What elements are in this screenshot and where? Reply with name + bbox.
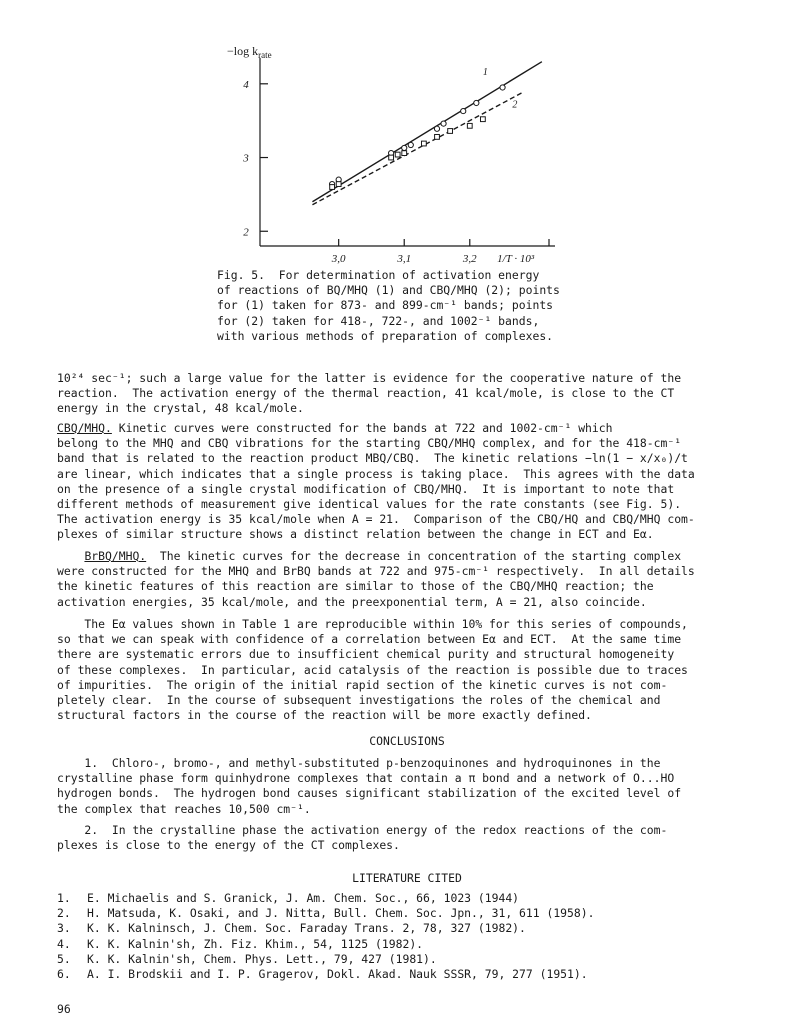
series-2-point (330, 185, 335, 190)
reference-item (57, 921, 757, 936)
cbq-mhq-first-line: Kinetic curves were constructed for the bands at 722 and 1002-cm⁻¹ which (111, 421, 613, 435)
cbq-mhq-label: CBQ/MHQ. (57, 421, 112, 435)
series-2-point (421, 141, 426, 146)
caption-line: for (2) taken for 418-, 722-, and 1002⁻¹ bands, (217, 313, 540, 328)
activation-energy-chart (210, 38, 590, 268)
text-line: so that we can speak with confidence of a correlation between Eα and ECT. At the same time (57, 632, 682, 647)
cbq-mhq-body (57, 436, 757, 542)
literature-heading: LITERATURE CITED (352, 871, 462, 885)
reference-text: E. Michaelis and S. Granick, J. Am. Chem. Soc., 66, 1023 (1944) (87, 891, 520, 905)
caption-line: for (1) taken for 873- and 899-cm⁻¹ bands; points (217, 298, 554, 313)
text-line: 1. Chloro-, bromo-, and methyl-substituted p-benzoquinones and hydroquinones in the (57, 756, 661, 770)
text-line: pletely clear. In the course of subsequent investigations the roles of the chemical and (57, 693, 661, 708)
y-tick-label: 2 (243, 226, 249, 239)
paragraph-first-line (57, 421, 757, 436)
paragraph-cbq-mhq (57, 421, 757, 543)
series-2-point (389, 155, 394, 160)
reference-item (57, 952, 757, 967)
reference-number: 4. (57, 936, 71, 951)
reference-item (57, 937, 757, 952)
brbq-mhq-first-line: The kinetic curves for the decrease in concentration of the starting complex (146, 549, 682, 563)
reference-number: 5. (57, 951, 71, 966)
text-line: plexes of similar structure shows a distinct relation between the change in ECT and Eα. (57, 527, 654, 542)
text-line: the kinetic features of this reaction are similar to those of the CBQ/MHQ reaction; the (57, 579, 654, 594)
series-1-fit-line (312, 62, 541, 202)
paragraph-brbq-mhq (57, 549, 757, 610)
figure-caption (217, 268, 617, 344)
reference-text: A. I. Brodskii and I. P. Gragerov, Dokl. Akad. Nauk SSSR, 79, 277 (1951). (87, 967, 588, 982)
y-axis-label-sub: rate (258, 50, 272, 60)
text-line: are linear, which indicates that a single process is taking place. This agrees with the data (57, 466, 695, 481)
x-axis-label: 1/T · 10³ (497, 253, 535, 265)
series-1-point (474, 100, 479, 105)
text-line: energy in the crystal, 48 kcal/mole. (57, 401, 304, 416)
reference-text: H. Matsuda, K. Osaki, and J. Nitta, Bull. Chem. Soc. Jpn., 31, 611 (1958). (87, 906, 595, 921)
conclusion-2 (57, 823, 757, 853)
reference-number: 6. (57, 967, 71, 982)
caption-line: of reactions of BQ/MHQ (1) and CBQ/MHQ (2); points (217, 283, 560, 298)
text-line: hydrogen bonds. The hydrogen bond causes significant stabilization of the excited level of (57, 786, 682, 801)
series-2-point (336, 182, 341, 187)
text-line: structural factors in the course of the reaction will be more exactly defined. (57, 708, 592, 723)
series-2-fit-line (312, 93, 522, 205)
y-tick-label: 4 (243, 78, 249, 91)
x-tick-label: 3,2 (462, 253, 477, 265)
text-line: reaction. The activation energy of the thermal reaction, 41 kcal/mole, is close to the CT (57, 386, 675, 401)
series-2-point (480, 117, 485, 122)
paragraph-intro (57, 371, 757, 417)
brbq-mhq-body (57, 564, 757, 610)
text-line: plexes is close to the energy of the CT complexes. (57, 838, 400, 853)
text-line: were constructed for the MHQ and BrBQ bands at 722 and 975-cm⁻¹ respectively. In all details (57, 564, 695, 579)
page-number: 96 (57, 1002, 71, 1016)
references-list (57, 891, 757, 982)
text-line: 2. In the crystalline phase the activation energy of the redox reactions of the com- (57, 823, 668, 837)
text-line: there are systematic errors due to insufficient chemical purity and structural homogeneity (57, 647, 675, 662)
reference-item (57, 891, 757, 906)
text-line: on the presence of a single crystal modification of CBQ/MHQ. It is important to note that (57, 481, 675, 496)
series-2-point (435, 134, 440, 139)
series-1-point (461, 108, 466, 113)
text-line: 10²⁴ sec⁻¹; such a large value for the latter is evidence for the cooperative nature of the (57, 371, 682, 385)
text-line: of these complexes. In particular, acid catalysis of the reaction is possible due to traces (57, 662, 688, 677)
reference-text: K. K. Kalnin'sh, Zh. Fiz. Khim., 54, 1125 (1982). (87, 936, 424, 951)
text-line: crystalline phase form quinhydrone complexes that contain a π bond and a network of O...HO (57, 771, 675, 786)
conclusion-1 (57, 756, 757, 817)
paragraph-discussion (57, 617, 757, 723)
conclusions-heading: CONCLUSIONS (369, 734, 445, 748)
reference-text: K. K. Kalnin'sh, Chem. Phys. Lett., 79, 427 (1981). (87, 951, 437, 966)
reference-item (57, 906, 757, 921)
paragraph-first-line (57, 549, 757, 564)
text-line: the complex that reaches 10,500 cm⁻¹. (57, 801, 311, 816)
text-line: belong to the MHQ and CBQ vibrations for the starting CBQ/MHQ complex, and for the 418-cm⁻¹ (57, 436, 682, 451)
series-1-point (408, 142, 413, 147)
reference-number: 2. (57, 906, 71, 921)
series-1-point (434, 126, 439, 131)
figure-5 (210, 38, 590, 268)
text-line: The activation energy is 35 kcal/mole when A = 21. Comparison of the CBQ/HQ and CBQ/MHQ com- (57, 512, 695, 527)
series-1-point (441, 121, 446, 126)
y-tick-label: 3 (243, 152, 249, 165)
caption-line: Fig. 5. For determination of activation energy (217, 268, 540, 282)
text-line: The Eα values shown in Table 1 are reproducible within 10% for this series of compounds, (57, 617, 688, 631)
caption-line: with various methods of preparation of complexes. (217, 328, 554, 343)
reference-number: 3. (57, 921, 71, 936)
brbq-mhq-label: BrBQ/MHQ. (84, 549, 147, 563)
series-1-label: 1 (482, 66, 488, 78)
series-1-point (500, 85, 505, 90)
text-line: different methods of measurement give identical values for the rate constants (see Fig. 5). (57, 497, 682, 512)
series-2-point (395, 152, 400, 157)
x-tick-label: 3,1 (397, 253, 412, 265)
text-line: activation energies, 35 kcal/mole, and the preexponential term, A = 21, also coincide. (57, 594, 647, 609)
series-2-point (448, 129, 453, 134)
x-tick-label: 3,0 (331, 253, 346, 265)
y-axis-label: −log $k_{rate}$ (227, 44, 272, 60)
series-2-point (402, 151, 407, 156)
reference-text: K. K. Kalninsch, J. Chem. Soc. Faraday Trans. 2, 78, 327 (1982). (87, 921, 526, 936)
reference-number: 1. (57, 891, 71, 905)
series-2-point (467, 123, 472, 128)
series-2-label: 2 (512, 99, 518, 111)
reference-item (57, 967, 757, 982)
text-line: of impurities. The origin of the initial rapid section of the kinetic curves is not com- (57, 677, 668, 692)
text-line: band that is related to the reaction product MBQ/CBQ. The kinetic relations −ln(1 − x/x₀)/t (57, 451, 688, 466)
series-1-point (402, 145, 407, 150)
